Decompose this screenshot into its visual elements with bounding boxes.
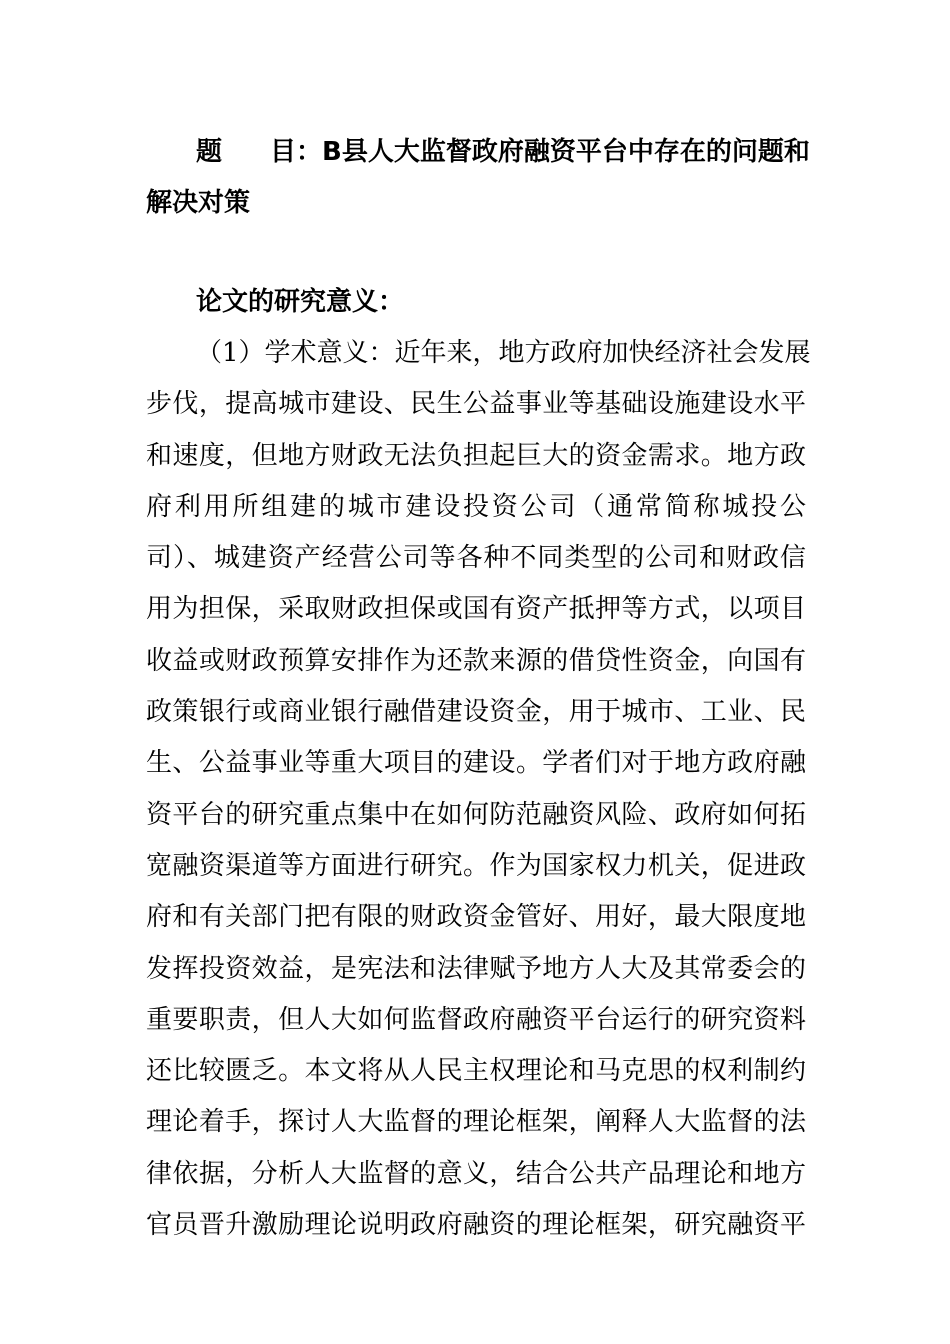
title-label-char-1: 题 — [196, 137, 223, 167]
paragraph-line: 资平台的研究重点集中在如何防范融资风险、政府如何拓 — [146, 799, 806, 830]
paragraph-line: 理论着手，探讨人大监督的理论框架，阐释人大监督的法 — [146, 1107, 806, 1138]
paragraph-line: 府利用所组建的城市建设投资公司（通常简称城投公 — [146, 491, 806, 522]
paragraph-line: 步伐，提高城市建设、民生公益事业等基础设施建设水平 — [146, 389, 806, 420]
paragraph-line: 收益或财政预算安排作为还款来源的借贷性资金，向国有 — [146, 645, 806, 676]
paragraph-line: 府和有关部门把有限的财政资金管好、用好，最大限度地 — [146, 902, 806, 933]
paragraph-line: 用为担保，采取财政担保或国有资产抵押等方式，以项目 — [146, 594, 806, 625]
paragraph-line: 司）、城建资产经营公司等各种不同类型的公司和财政信 — [146, 543, 806, 574]
paragraph-line: 律依据，分析人大监督的意义，结合公共产品理论和地方 — [146, 1158, 806, 1189]
paragraph-line: 政策银行或商业银行融借建设资金，用于城市、工业、民 — [146, 697, 806, 728]
title-label-char-2: 目： — [270, 137, 323, 167]
title-text-part-1: B县人大监督政府融资平台中存在的问题和 — [322, 137, 810, 167]
section-heading: 论文的研究意义： — [196, 287, 405, 317]
paragraph-line: 和速度，但地方财政无法负担起巨大的资金需求。地方政 — [146, 440, 806, 471]
paragraph-line: 生、公益事业等重大项目的建设。学者们对于地方政府融 — [146, 748, 806, 779]
paragraph-line: 宽融资渠道等方面进行研究。作为国家权力机关，促进政 — [146, 850, 806, 881]
body-paragraph — [146, 328, 811, 1251]
paragraph-line: 重要职责，但人大如何监督政府融资平台运行的研究资料 — [146, 1004, 806, 1035]
title-line-2: 解决对策 — [146, 188, 251, 218]
title-line-1 — [196, 130, 816, 174]
paragraph-line: 官员晋升激励理论说明政府融资的理论框架，研究融资平 — [146, 1210, 806, 1241]
paragraph-line: （1）学术意义：近年来，地方政府加快经济社会发展 — [196, 338, 811, 368]
paragraph-line: 还比较匮乏。本文将从人民主权理论和马克思的权利制约 — [146, 1056, 806, 1087]
paragraph-line: 发挥投资效益，是宪法和法律赋予地方人大及其常委会的 — [146, 953, 806, 984]
